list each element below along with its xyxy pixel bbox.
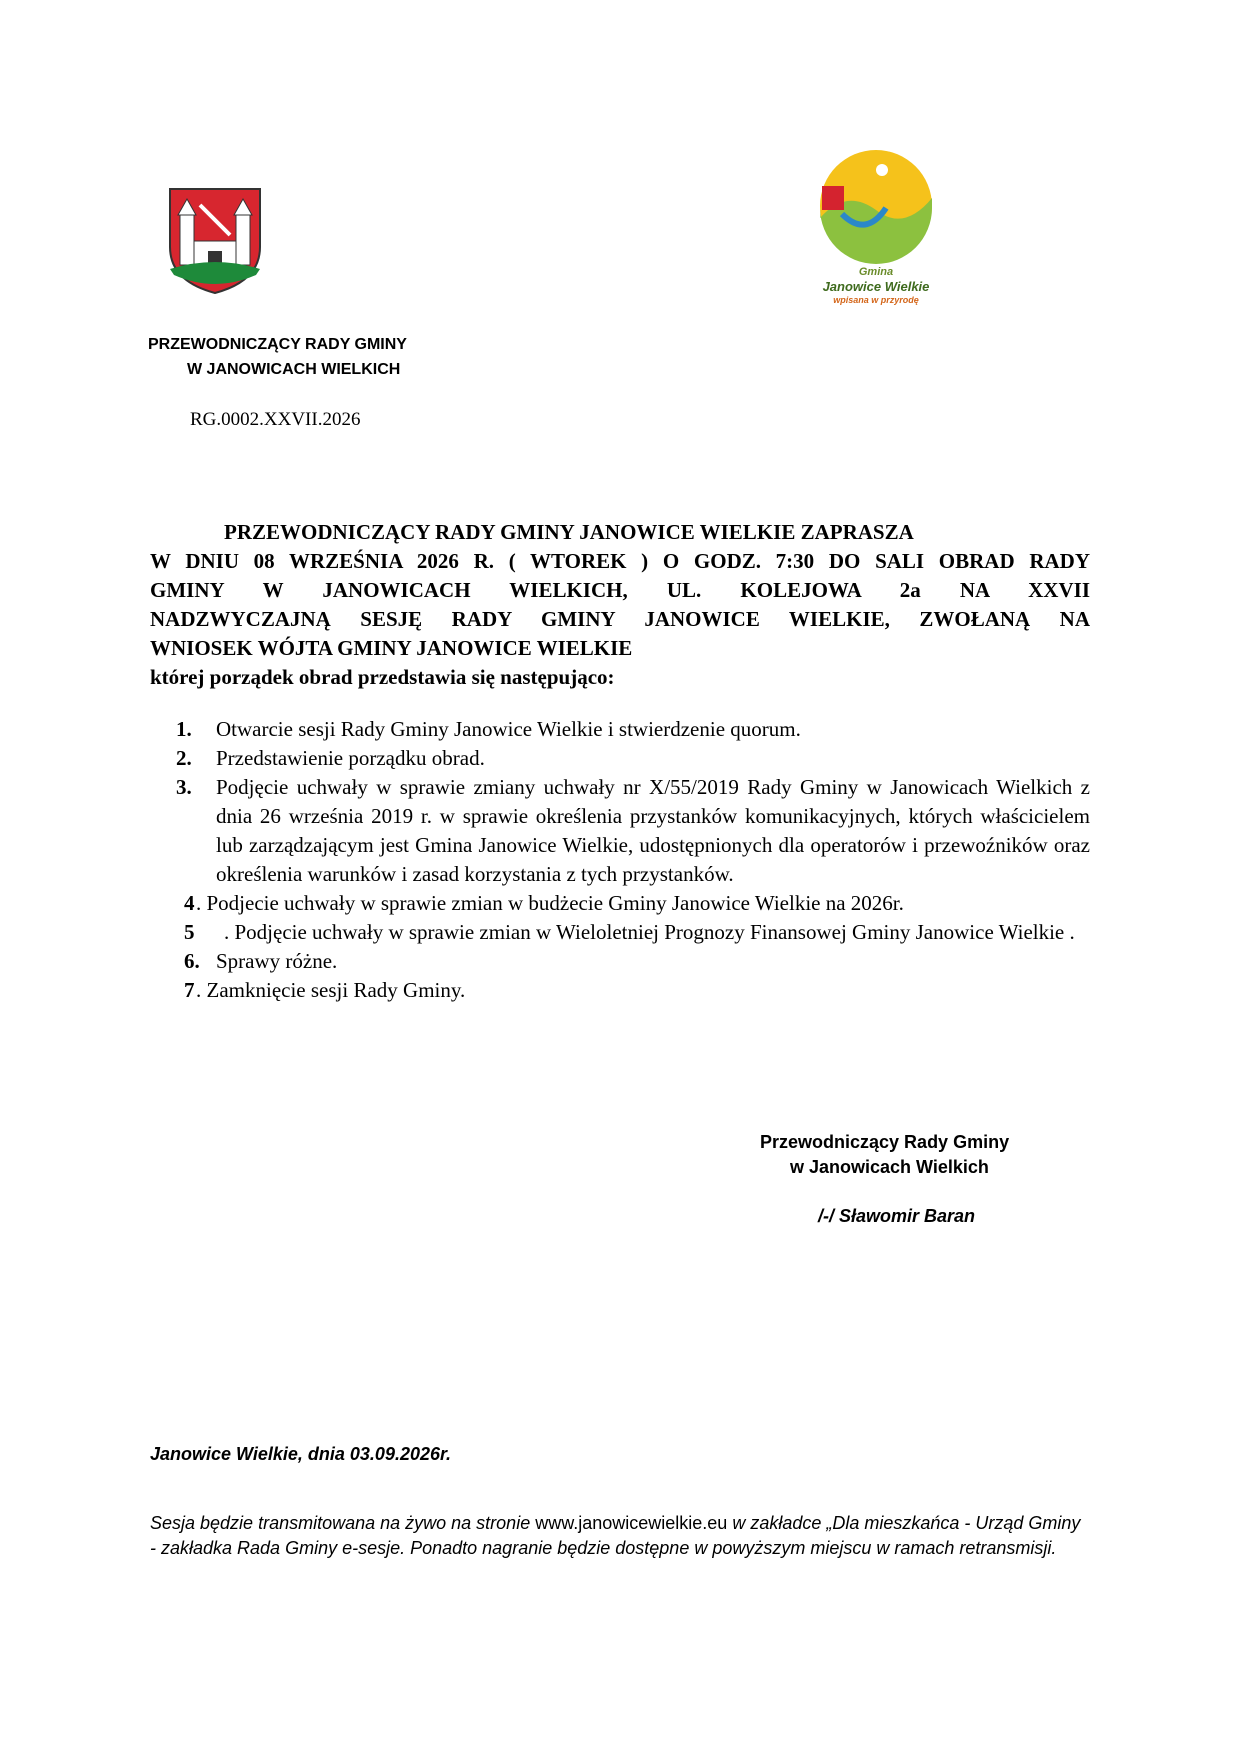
intro-line1: PRZEWODNICZĄCY RADY GMINY JANOWICE WIELKIE ZAPRASZA bbox=[224, 520, 914, 544]
gmina-logo-icon bbox=[816, 148, 936, 264]
agenda-item-number: 1. bbox=[176, 717, 192, 741]
agenda-item bbox=[184, 918, 1090, 947]
agenda-item-text: Sprawy różne. bbox=[216, 949, 338, 973]
note-part1: Sesja będzie transmitowana na żywo na stronie bbox=[150, 1513, 536, 1533]
intro-line6: której porządek obrad przedstawia się następująco: bbox=[150, 665, 615, 689]
agenda-item-text: Otwarcie sesji Rady Gminy Janowice Wielkie i stwierdzenie quorum. bbox=[216, 717, 801, 741]
agenda-item-text: . Podjęcie uchwały w sprawie zmian w Wieloletniej Prognozy Finansowej Gminy Janowice Wielkie . bbox=[224, 920, 1075, 944]
agenda-item bbox=[184, 947, 1090, 976]
agenda-item-number: 7 bbox=[184, 978, 195, 1002]
intro-line4: NADZWYCZAJNĄ SESJĘ RADY GMINY JANOWICE WIELKIE, ZWOŁANĄ NA bbox=[150, 607, 1090, 631]
coat-of-arms-icon bbox=[166, 185, 264, 297]
logo-line1: Gmina bbox=[858, 266, 894, 278]
signature-name: /-/ Sławomir Baran bbox=[818, 1206, 976, 1226]
broadcast-note bbox=[150, 1511, 1090, 1561]
intro-line5: WNIOSEK WÓJTA GMINY JANOWICE WIELKIE bbox=[150, 636, 633, 660]
header-line2: W JANOWICACH WIELKICH bbox=[187, 361, 401, 378]
agenda-item-number: 4 bbox=[184, 891, 195, 915]
invitation-text bbox=[150, 518, 1090, 692]
website-link[interactable]: www.janowicewielkie.eu bbox=[535, 1513, 728, 1533]
agenda-item-text: Przedstawienie porządku obrad. bbox=[216, 746, 485, 770]
agenda-item bbox=[176, 773, 1090, 889]
signature-title: Przewodniczący Rady Gminy bbox=[760, 1132, 1010, 1152]
agenda-item-number: 3. bbox=[176, 775, 192, 799]
logo-line2: Janowice Wielkie bbox=[822, 279, 930, 294]
intro-line3: GMINY W JANOWICACH WIELKICH, UL. KOLEJOWA 2a NA XXVII bbox=[150, 578, 1090, 602]
agenda-item bbox=[176, 744, 1090, 773]
agenda-item bbox=[184, 976, 1090, 1005]
agenda-item-text: . Zamknięcie sesji Rady Gminy. bbox=[196, 978, 466, 1002]
agenda-item bbox=[176, 715, 1090, 744]
header-line1: PRZEWODNICZĄCY RADY GMINY bbox=[148, 336, 407, 353]
agenda-item-text: Podjęcie uchwały w sprawie zmiany uchwały nr X/55/2019 Rady Gminy w Janowicach Wielkich z dnia 26 września 2019 r. w sprawie określenia przystanków komunikacyjnych, których właścicielem lub zarządzającym jest Gmina Janowice Wielkie, udostępnionych dla operatorów i przewoźników oraz określenia warunków i zasad korzystania z tych przystanków. bbox=[216, 775, 1090, 886]
logo-line3: wpisana w przyrodę bbox=[833, 295, 919, 305]
document-date: Janowice Wielkie, dnia 03.09.2026r. bbox=[150, 1444, 452, 1464]
agenda-item-number: 2. bbox=[176, 746, 192, 770]
agenda-item-number: 5 bbox=[184, 920, 195, 944]
gmina-logo bbox=[816, 148, 936, 316]
intro-line2: W DNIU 08 WRZEŚNIA 2026 R. ( WTOREK ) O GODZ. 7:30 DO SALI OBRAD RADY bbox=[150, 549, 1090, 573]
note-part2: w zakładce „Dla mieszkańca - Urząd Gminy - zakładka Rada Gminy e-sesje. Ponadto nagranie będzie dostępne w powyższym miejscu w ramach retransmisji. bbox=[150, 1513, 1081, 1558]
agenda-list bbox=[176, 715, 1090, 1005]
agenda-item-text: . Podjecie uchwały w sprawie zmian w budżecie Gminy Janowice Wielkie na 2026r. bbox=[196, 891, 904, 915]
agenda-item bbox=[184, 889, 1090, 918]
agenda-item-number: 6. bbox=[184, 949, 200, 973]
reference-number: RG.0002.XXVII.2026 bbox=[190, 409, 361, 430]
signature-place: w Janowicach Wielkich bbox=[790, 1157, 989, 1177]
